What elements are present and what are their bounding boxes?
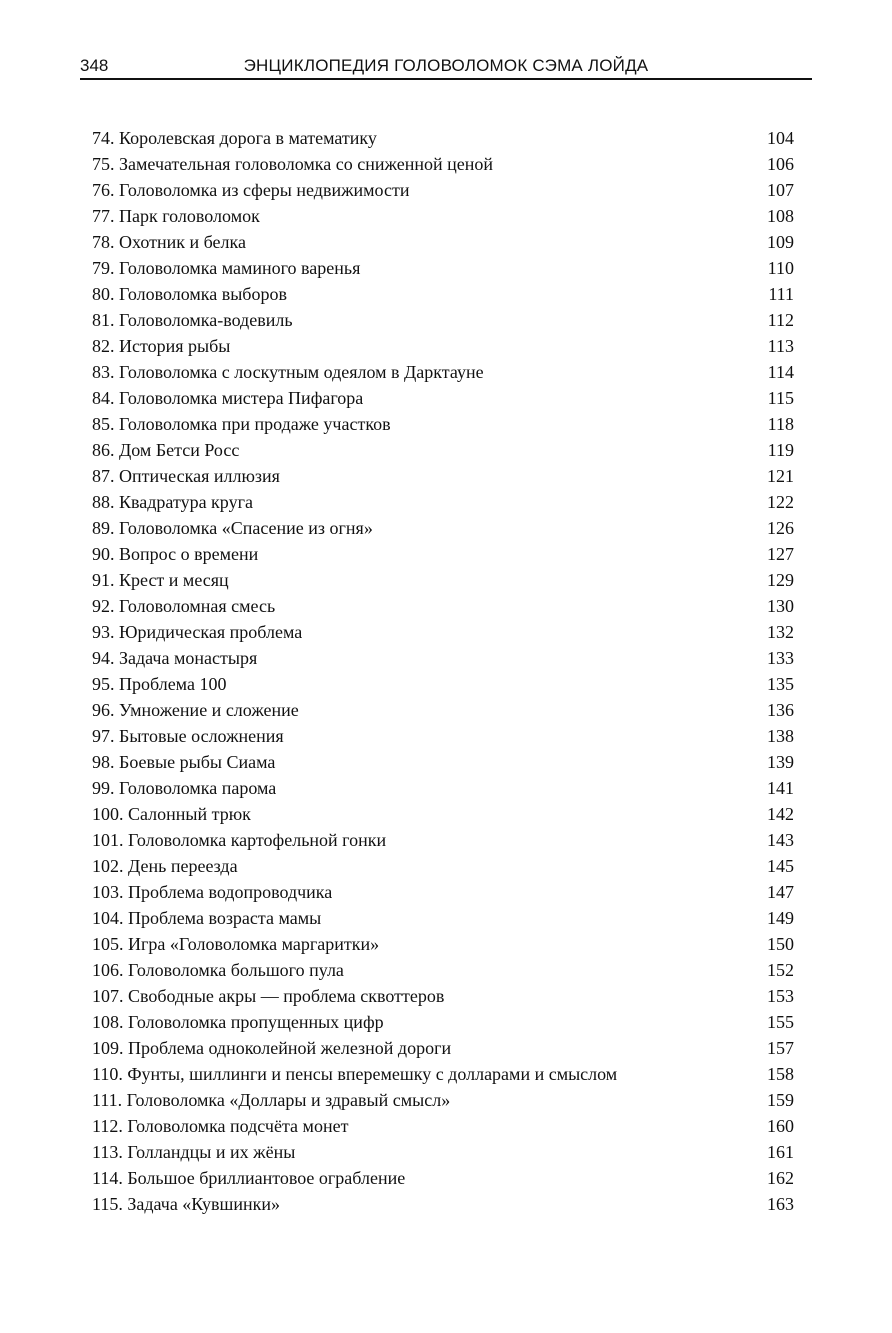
toc-entry-page: 149: [767, 908, 794, 928]
toc-entry-page: 162: [767, 1168, 794, 1188]
toc-entry-title: 74. Королевская дорога в математику: [92, 128, 377, 148]
toc-entry-title: 112. Головоломка подсчёта монет: [92, 1116, 349, 1136]
toc-entry: [92, 281, 794, 307]
toc-entry-page: 141: [767, 778, 794, 798]
toc-entry-page: 136: [767, 700, 794, 720]
toc-entry-title: 87. Оптическая иллюзия: [92, 466, 280, 486]
toc-entry: [92, 723, 794, 749]
toc-entry-title: 105. Игра «Головоломка маргаритки»: [92, 934, 380, 954]
toc-entry: [92, 1165, 794, 1191]
toc-entry-title: 114. Большое бриллиантовое ограбление: [92, 1168, 406, 1188]
toc-entry: [92, 333, 794, 359]
toc-entry-title: 84. Головоломка мистера Пифагора: [92, 388, 364, 408]
toc-entry-page: 122: [767, 492, 794, 512]
toc-entry-page: 147: [767, 882, 794, 902]
toc-entry-page: 153: [767, 986, 794, 1006]
toc-entry: [92, 463, 794, 489]
toc-entry: [92, 1035, 794, 1061]
toc-entry: [92, 619, 794, 645]
toc-entry-title: 107. Свободные акры — проблема сквоттеров: [92, 986, 445, 1006]
toc-entry: [92, 853, 794, 879]
toc-entry: [92, 775, 794, 801]
toc-entry-page: 118: [767, 414, 794, 434]
toc-entry: [92, 697, 794, 723]
toc-entry-page: 126: [767, 518, 794, 538]
toc-entry-title: 76. Головоломка из сферы недвижимости: [92, 180, 410, 200]
toc-entry-page: 132: [767, 622, 794, 642]
toc-entry-page: 119: [767, 440, 794, 460]
toc-entry: [92, 749, 794, 775]
toc-entry: [92, 411, 794, 437]
toc-entry-page: 115: [767, 388, 794, 408]
toc-entry: [92, 593, 794, 619]
running-title: ЭНЦИКЛОПЕДИЯ ГОЛОВОЛОМОК СЭМА ЛОЙДА: [243, 56, 649, 75]
toc-entry-page: 108: [767, 206, 794, 226]
toc-entry-page: 114: [767, 362, 794, 382]
toc-entry-page: 155: [767, 1012, 794, 1032]
toc-entry: [92, 1139, 794, 1165]
toc-entry-page: 109: [767, 232, 794, 252]
header-rule: [80, 78, 812, 80]
toc-entry-title: 101. Головоломка картофельной гонки: [92, 830, 387, 850]
toc-entry: [92, 1191, 794, 1217]
toc-entry-title: 90. Вопрос о времени: [92, 544, 259, 564]
toc-entry-title: 93. Юридическая проблема: [92, 622, 303, 642]
toc-entry: [92, 827, 794, 853]
toc-entry-title: 95. Проблема 100: [92, 674, 227, 694]
table-of-contents: [92, 125, 794, 1217]
toc-entry-title: 109. Проблема одноколейной железной дороги: [92, 1038, 452, 1058]
toc-entry-page: 135: [767, 674, 794, 694]
page-number: 348: [80, 56, 109, 75]
toc-entry-title: 92. Головоломная смесь: [92, 596, 276, 616]
toc-entry-title: 89. Головоломка «Спасение из огня»: [92, 518, 373, 538]
toc-entry-page: 121: [767, 466, 794, 486]
toc-entry: [92, 567, 794, 593]
toc-entry-title: 79. Головоломка маминого варенья: [92, 258, 361, 278]
toc-entry-title: 106. Головоломка большого пула: [92, 960, 344, 980]
toc-entry: [92, 541, 794, 567]
toc-entry-page: 163: [767, 1194, 794, 1214]
toc-entry-page: 127: [767, 544, 794, 564]
toc-entry: [92, 1061, 794, 1087]
toc-entry: [92, 151, 794, 177]
toc-entry-page: 145: [767, 856, 794, 876]
toc-entry-page: 138: [767, 726, 794, 746]
toc-entry: [92, 957, 794, 983]
toc-entry-title: 83. Головоломка с лоскутным одеялом в Дарктауне: [92, 362, 484, 382]
toc-entry-title: 85. Головоломка при продаже участков: [92, 414, 391, 434]
toc-entry: [92, 983, 794, 1009]
toc-entry-title: 110. Фунты, шиллинги и пенсы вперемешку с долларами и смыслом: [92, 1064, 618, 1084]
toc-entry-title: 99. Головоломка парома: [92, 778, 277, 798]
toc-entry-page: 110: [767, 258, 794, 278]
toc-entry: [92, 307, 794, 333]
toc-entry-title: 88. Квадратура круга: [92, 492, 253, 512]
toc-entry: [92, 203, 794, 229]
toc-entry-title: 97. Бытовые осложнения: [92, 726, 284, 746]
toc-entry-title: 103. Проблема водопроводчика: [92, 882, 333, 902]
toc-entry-title: 113. Голландцы и их жёны: [92, 1142, 296, 1162]
toc-entry: [92, 515, 794, 541]
toc-entry: [92, 385, 794, 411]
toc-entry: [92, 1113, 794, 1139]
toc-entry-page: 161: [767, 1142, 794, 1162]
toc-entry-title: 91. Крест и месяц: [92, 570, 229, 590]
toc-entry-page: 129: [767, 570, 794, 590]
toc-entry: [92, 489, 794, 515]
toc-entry-title: 115. Задача «Кувшинки»: [92, 1194, 280, 1214]
page-header: [80, 54, 812, 78]
toc-entry-page: 158: [767, 1064, 794, 1084]
toc-entry-page: 159: [767, 1090, 794, 1110]
toc-entry: [92, 255, 794, 281]
toc-entry-page: 130: [767, 596, 794, 616]
toc-entry-page: 133: [767, 648, 794, 668]
toc-entry-page: 142: [767, 804, 794, 824]
toc-entry-page: 106: [767, 154, 794, 174]
toc-entry-title: 82. История рыбы: [92, 336, 231, 356]
toc-entry-title: 86. Дом Бетси Росс: [92, 440, 240, 460]
toc-entry-page: 107: [767, 180, 794, 200]
toc-entry-title: 98. Боевые рыбы Сиама: [92, 752, 276, 772]
toc-entry-page: 112: [767, 310, 794, 330]
toc-entry-title: 108. Головоломка пропущенных цифр: [92, 1012, 384, 1032]
toc-entry-page: 160: [767, 1116, 794, 1136]
toc-entry: [92, 801, 794, 827]
toc-entry-title: 80. Головоломка выборов: [92, 284, 287, 304]
toc-entry-page: 113: [767, 336, 794, 356]
toc-entry-title: 77. Парк головоломок: [92, 206, 260, 226]
toc-entry: [92, 229, 794, 255]
toc-entry-title: 104. Проблема возраста мамы: [92, 908, 322, 928]
toc-entry-title: 75. Замечательная головоломка со сниженной ценой: [92, 154, 493, 174]
toc-entry-page: 139: [767, 752, 794, 772]
toc-entry: [92, 1009, 794, 1035]
toc-entry: [92, 905, 794, 931]
toc-entry-title: 78. Охотник и белка: [92, 232, 246, 252]
toc-entry-page: 104: [767, 128, 794, 148]
toc-entry-page: 143: [767, 830, 794, 850]
toc-entry-title: 94. Задача монастыря: [92, 648, 258, 668]
toc-entry-title: 81. Головоломка-водевиль: [92, 310, 293, 330]
toc-entry: [92, 1087, 794, 1113]
toc-entry: [92, 359, 794, 385]
toc-entry-title: 96. Умножение и сложение: [92, 700, 299, 720]
toc-entry: [92, 645, 794, 671]
toc-entry: [92, 671, 794, 697]
toc-entry-page: 152: [767, 960, 794, 980]
toc-entry: [92, 125, 794, 151]
toc-entry-page: 150: [767, 934, 794, 954]
toc-entry: [92, 931, 794, 957]
toc-entry-title: 111. Головоломка «Доллары и здравый смысл»: [92, 1090, 451, 1110]
toc-entry-title: 100. Салонный трюк: [92, 804, 251, 824]
toc-entry: [92, 177, 794, 203]
toc-entry: [92, 879, 794, 905]
toc-entry-page: 111: [768, 284, 794, 304]
toc-entry-title: 102. День переезда: [92, 856, 238, 876]
toc-entry-page: 157: [767, 1038, 794, 1058]
toc-entry: [92, 437, 794, 463]
